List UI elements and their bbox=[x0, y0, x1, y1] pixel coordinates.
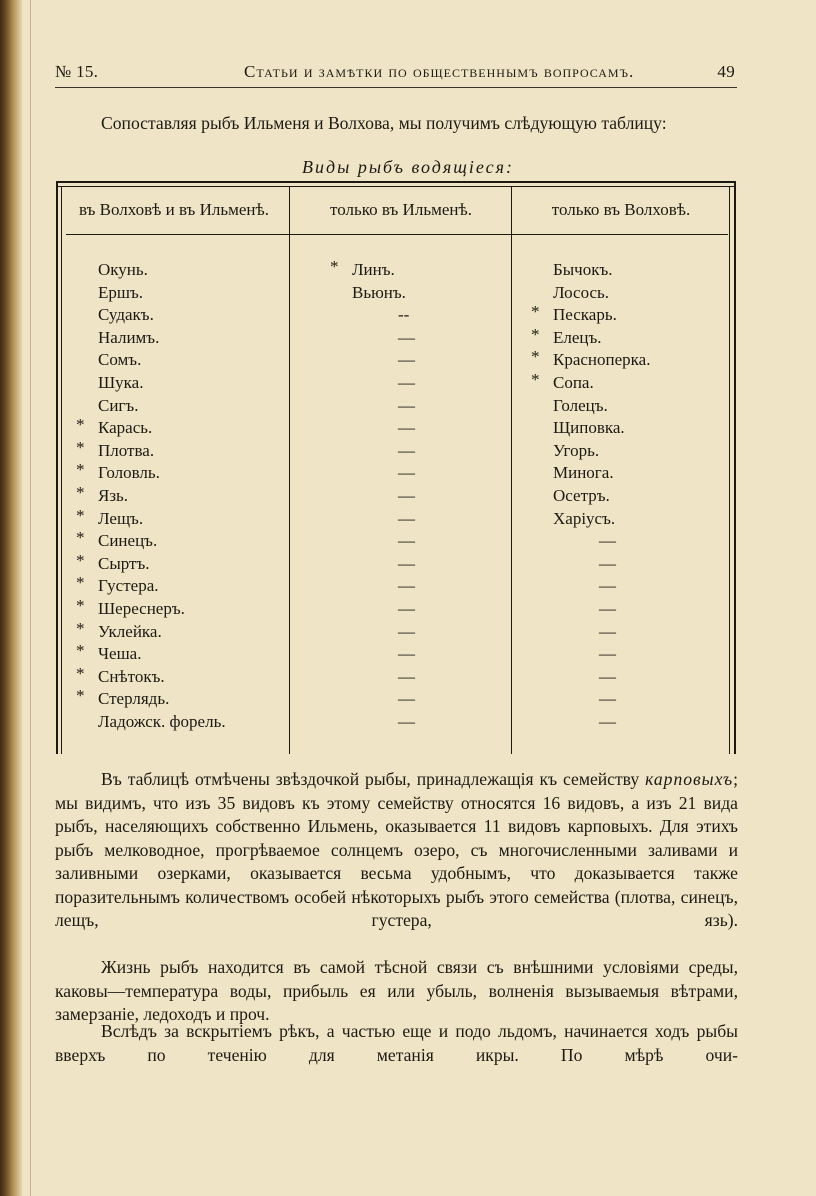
empty-cell-dash: — bbox=[398, 463, 415, 483]
table-row bbox=[98, 395, 283, 418]
table-row bbox=[330, 257, 482, 282]
fish-name: Пескарь. bbox=[553, 305, 617, 325]
carp-star-marker: * bbox=[76, 641, 85, 661]
table-row bbox=[553, 508, 693, 531]
table-row bbox=[76, 505, 283, 531]
table-col-divider-2 bbox=[511, 186, 512, 754]
table-row bbox=[352, 485, 482, 508]
empty-cell-dash: — bbox=[398, 418, 415, 438]
carp-star-marker: * bbox=[76, 528, 85, 548]
table-row bbox=[352, 711, 482, 734]
fish-name: Шука. bbox=[98, 372, 144, 392]
table-right-rule bbox=[734, 182, 736, 754]
table-row bbox=[76, 595, 283, 621]
empty-cell-dash: — bbox=[398, 531, 415, 551]
empty-cell-dash: — bbox=[599, 711, 616, 731]
carp-star-marker: * bbox=[330, 257, 339, 276]
header-volkhov-only: только въ Волховѣ. bbox=[551, 200, 691, 219]
paragraph-carp-italic: карповыхъ bbox=[645, 769, 734, 789]
fish-name: Лещъ. bbox=[98, 508, 144, 528]
carp-star-marker: * bbox=[76, 686, 85, 706]
table-top-rule bbox=[56, 181, 736, 183]
table-row bbox=[76, 482, 283, 508]
table-row bbox=[352, 643, 482, 666]
table-row bbox=[352, 575, 482, 598]
column-ilmen-only bbox=[330, 257, 482, 733]
carp-star-marker: * bbox=[76, 595, 85, 615]
table-row bbox=[98, 304, 283, 327]
carp-star-marker: * bbox=[76, 550, 85, 570]
empty-cell-dash: -- bbox=[398, 305, 410, 325]
fish-name: Плотва. bbox=[98, 440, 155, 460]
paragraph-environment: Жизнь рыбъ находится въ самой тѣсной связи съ внѣшними условiями среды, каковы—температура воды, прибыль ея или убыль, волненiя вызываемыя вѣтрами, замерзанiе, ледоходъ и проч. bbox=[55, 957, 738, 1024]
fish-name: Красноперка. bbox=[553, 350, 651, 370]
fish-name: Шереснеръ. bbox=[98, 598, 185, 618]
table-row bbox=[553, 440, 693, 463]
column-both bbox=[76, 259, 283, 733]
empty-cell-dash: — bbox=[599, 553, 616, 573]
fish-name: Судакъ. bbox=[98, 305, 154, 325]
table-right-rule-inner bbox=[729, 186, 730, 754]
table-row bbox=[553, 553, 693, 576]
table-row bbox=[352, 327, 482, 350]
table-row bbox=[531, 347, 693, 372]
fish-name: Стерлядь. bbox=[98, 689, 170, 709]
table-row bbox=[553, 666, 693, 689]
carp-star-marker: * bbox=[76, 663, 85, 683]
table-row bbox=[76, 415, 283, 440]
fish-name: Щиповка. bbox=[553, 418, 625, 438]
fish-name: Голецъ. bbox=[553, 395, 608, 415]
paragraph-spawning: Вслѣдъ за вскрытiемъ рѣкъ, а частью еще и подо льдомъ, начинается ходъ рыбы вверхъ по теченiю для метанiя икры. По мѣрѣ очи- bbox=[55, 1021, 738, 1065]
carp-star-marker: * bbox=[76, 618, 85, 638]
page-number: 49 bbox=[717, 62, 735, 81]
table-row bbox=[76, 528, 283, 553]
table-row bbox=[352, 666, 482, 689]
fish-name: Окунь. bbox=[98, 260, 148, 279]
paragraph-carp-start: Въ таблицѣ отмѣчены звѣздочкой рыбы, принадлежащiя къ семейству bbox=[101, 769, 646, 789]
table-col-divider-1 bbox=[289, 186, 290, 754]
table-row bbox=[352, 395, 482, 418]
table-row bbox=[352, 440, 482, 463]
empty-cell-dash: — bbox=[398, 553, 415, 573]
empty-cell-dash: — bbox=[398, 711, 415, 731]
fish-name: Густера. bbox=[98, 576, 159, 596]
empty-cell-dash: — bbox=[599, 689, 616, 709]
table-row bbox=[352, 372, 482, 395]
table-header-rule bbox=[66, 234, 728, 235]
empty-cell-dash: — bbox=[398, 598, 415, 618]
table-row bbox=[76, 573, 283, 598]
empty-cell-dash: — bbox=[599, 621, 616, 641]
fish-name: Сомъ. bbox=[98, 350, 142, 370]
table-row bbox=[553, 575, 693, 598]
table-row bbox=[553, 259, 693, 282]
fish-name: Уклейка. bbox=[98, 621, 162, 641]
fish-name: Ершъ. bbox=[98, 282, 144, 302]
fish-name: Карась. bbox=[98, 418, 153, 438]
fish-name: Сопа. bbox=[553, 372, 594, 392]
table-row bbox=[76, 618, 283, 644]
fish-name: Бычокъ. bbox=[553, 260, 613, 279]
empty-cell-dash: — bbox=[599, 531, 616, 551]
table-row bbox=[553, 530, 693, 553]
fish-name: Вьюнъ. bbox=[352, 282, 406, 302]
carp-star-marker: * bbox=[531, 369, 540, 389]
table-row bbox=[352, 304, 482, 327]
fish-name: Снѣтокъ. bbox=[98, 666, 165, 686]
table-row bbox=[352, 621, 482, 644]
table-row bbox=[553, 711, 693, 734]
fish-name: Сигъ. bbox=[98, 395, 139, 415]
fish-name: Головль. bbox=[98, 463, 160, 483]
table-row bbox=[352, 462, 482, 485]
carp-star-marker: * bbox=[531, 347, 540, 367]
table-row bbox=[76, 437, 283, 463]
empty-cell-dash: — bbox=[398, 440, 415, 460]
fish-name: Осетръ. bbox=[553, 485, 610, 505]
table-row bbox=[352, 688, 482, 711]
table-row bbox=[98, 711, 283, 734]
empty-cell-dash: — bbox=[398, 372, 415, 392]
fish-name: Харiусъ. bbox=[553, 508, 616, 528]
table-caption: Виды рыбъ водящiеся: bbox=[302, 157, 514, 177]
table-row bbox=[531, 324, 693, 350]
table-left-rule-inner bbox=[61, 186, 62, 754]
fish-name: Линъ. bbox=[352, 260, 395, 279]
empty-cell-dash: — bbox=[599, 666, 616, 686]
carp-star-marker: * bbox=[531, 302, 540, 322]
table-row bbox=[553, 485, 693, 508]
table-row bbox=[76, 460, 283, 485]
table-row bbox=[352, 553, 482, 576]
paragraph-carp-end: ; мы видимъ, что изъ 35 видовъ къ этому семейству относятся 16 видовъ, а изъ 21 вида рыбъ, населяющихъ собственно Ильмень, оказывается 11 видовъ карповыхъ. Для этихъ рыбъ мелководное, прогрѣваемое солнцемъ озеро, съ многочисленными заливами и заливными озерками, оказывается весьма удобнымъ, что доказывается также поразительнымъ количествомъ особей нѣкоторыхъ рыбъ этого семейства (плотва, синецъ, лещъ, густера, язь). bbox=[55, 769, 738, 930]
header-both: въ Волховѣ и въ Ильменѣ. bbox=[79, 200, 269, 219]
fish-name: Угорь. bbox=[553, 440, 600, 460]
empty-cell-dash: — bbox=[599, 644, 616, 664]
paragraph-carp bbox=[55, 768, 738, 933]
fish-name: Елецъ. bbox=[553, 327, 602, 347]
empty-cell-dash: — bbox=[398, 485, 415, 505]
carp-star-marker: * bbox=[531, 324, 540, 344]
table-row bbox=[352, 598, 482, 621]
fish-name: Сыртъ. bbox=[98, 553, 150, 573]
table-row bbox=[531, 369, 693, 395]
fish-name: Язь. bbox=[98, 485, 129, 505]
page-binding-shadow bbox=[0, 0, 22, 1196]
table-row bbox=[531, 302, 693, 327]
empty-cell-dash: — bbox=[398, 395, 415, 415]
header-rule bbox=[55, 87, 737, 88]
table-row bbox=[98, 349, 283, 372]
table-row bbox=[76, 663, 283, 689]
table-row bbox=[352, 282, 482, 305]
table-row bbox=[553, 688, 693, 711]
empty-cell-dash: — bbox=[398, 576, 415, 596]
empty-cell-dash: — bbox=[398, 327, 415, 347]
table-row bbox=[352, 508, 482, 531]
issue-number: № 15. bbox=[55, 62, 99, 81]
table-row bbox=[553, 598, 693, 621]
fish-name: Ладожск. форель. bbox=[98, 711, 226, 731]
empty-cell-dash: — bbox=[398, 621, 415, 641]
table-row bbox=[98, 372, 283, 395]
table-row bbox=[98, 327, 283, 350]
carp-star-marker: * bbox=[76, 505, 85, 525]
table-row bbox=[352, 349, 482, 372]
table-row bbox=[553, 282, 693, 305]
carp-star-marker: * bbox=[76, 573, 85, 593]
fish-name: Минога. bbox=[553, 463, 614, 483]
carp-star-marker: * bbox=[76, 460, 85, 480]
carp-star-marker: * bbox=[76, 415, 85, 435]
empty-cell-dash: — bbox=[398, 644, 415, 664]
table-row bbox=[98, 282, 283, 305]
empty-cell-dash: — bbox=[398, 666, 415, 686]
empty-cell-dash: — bbox=[398, 508, 415, 528]
table-row bbox=[553, 643, 693, 666]
fish-name: Чеша. bbox=[98, 644, 142, 664]
fish-name: Синецъ. bbox=[98, 531, 158, 551]
table-left-rule bbox=[56, 182, 58, 754]
table-row bbox=[352, 417, 482, 440]
empty-cell-dash: — bbox=[599, 598, 616, 618]
table-row bbox=[553, 621, 693, 644]
empty-cell-dash: — bbox=[398, 689, 415, 709]
table-top-rule-inner bbox=[56, 186, 736, 187]
page-edge-line bbox=[30, 0, 31, 1196]
fish-name: Лосось. bbox=[553, 282, 610, 302]
running-header bbox=[55, 62, 739, 86]
intro-paragraph: Сопоставляя рыбъ Ильменя и Волхова, мы получимъ слѣдующую таблицу: bbox=[101, 113, 667, 133]
table-row bbox=[553, 395, 693, 418]
carp-star-marker: * bbox=[76, 482, 85, 502]
table-row bbox=[76, 686, 283, 711]
table-row bbox=[352, 530, 482, 553]
table-row bbox=[76, 641, 283, 666]
empty-cell-dash: — bbox=[599, 576, 616, 596]
running-title: Статьи и замѣтки по общественнымъ вопросамъ. bbox=[244, 62, 635, 81]
table-row bbox=[76, 550, 283, 576]
carp-star-marker: * bbox=[76, 437, 85, 457]
table-row bbox=[553, 462, 693, 485]
empty-cell-dash: — bbox=[398, 350, 415, 370]
table-row bbox=[98, 259, 283, 282]
column-volkhov-only bbox=[531, 259, 693, 733]
header-ilmen-only: только въ Ильменѣ. bbox=[330, 200, 472, 219]
fish-name: Налимъ. bbox=[98, 327, 160, 347]
table-row bbox=[553, 417, 693, 440]
